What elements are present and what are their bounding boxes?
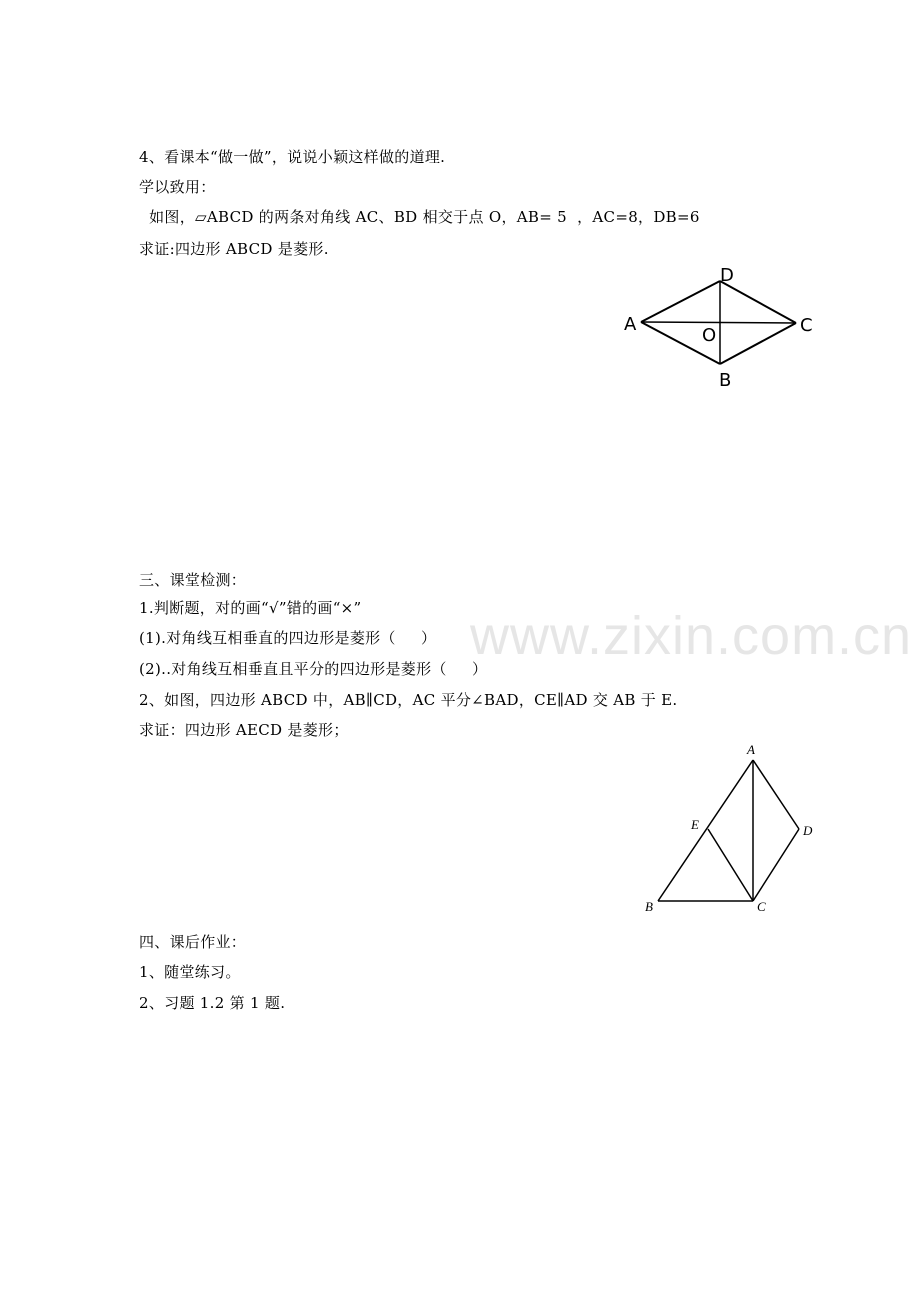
homework-item-1: 1、随堂练习。 [139, 963, 241, 981]
problem-statement: 如图，▱ABCD 的两条对角线 AC、BD 相交于点 O，AB= 5 ，AC=8，DB=6 [139, 208, 700, 226]
quadrilateral-figure [640, 738, 820, 918]
label-o: O [702, 325, 717, 346]
homework-item-2: 2、习题 1.2 第 1 题. [139, 994, 286, 1012]
question-4-text: 4、看课本“做一做”，说说小颖这样做的道理. [139, 148, 446, 166]
edge-ab [658, 760, 753, 901]
label-c: C [757, 899, 766, 914]
prove-statement: 求证:四边形 ABCD 是菱形. [139, 240, 329, 258]
diagonal-ac [641, 322, 796, 323]
rhombus-figure [615, 258, 825, 393]
label-c: C [800, 315, 813, 336]
judgement-item-1: (1).对角线互相垂直的四边形是菱形（ ） [139, 629, 437, 647]
label-b: B [719, 370, 732, 391]
segment-ec [708, 829, 753, 901]
label-a: A [624, 314, 637, 335]
edge-dc [720, 281, 796, 323]
edge-cd [753, 829, 799, 901]
prove-statement-2: 求证：四边形 AECD 是菱形； [139, 721, 349, 739]
label-a: A [747, 742, 755, 757]
edge-da [753, 760, 799, 829]
label-d: D [803, 823, 813, 838]
label-e: E [691, 817, 699, 832]
edge-cb [720, 323, 796, 364]
edge-ad [641, 281, 720, 322]
apply-heading: 学以致用： [139, 178, 216, 196]
label-b: B [645, 899, 653, 914]
question-2-text: 2、如图，四边形 ABCD 中，AB∥CD，AC 平分∠BAD，CE∥AD 交 AB 于 E. [139, 691, 678, 709]
watermark: www.zixin.com.cn [470, 606, 913, 666]
section-4-heading: 四、课后作业： [139, 933, 247, 951]
judgement-heading: 1.判断题，对的画“√”错的画“×” [139, 599, 362, 617]
judgement-item-2: (2)..对角线互相垂直且平分的四边形是菱形（ ） [139, 660, 488, 678]
section-3-heading: 三、课堂检测： [139, 571, 247, 589]
label-d: D [720, 265, 734, 286]
